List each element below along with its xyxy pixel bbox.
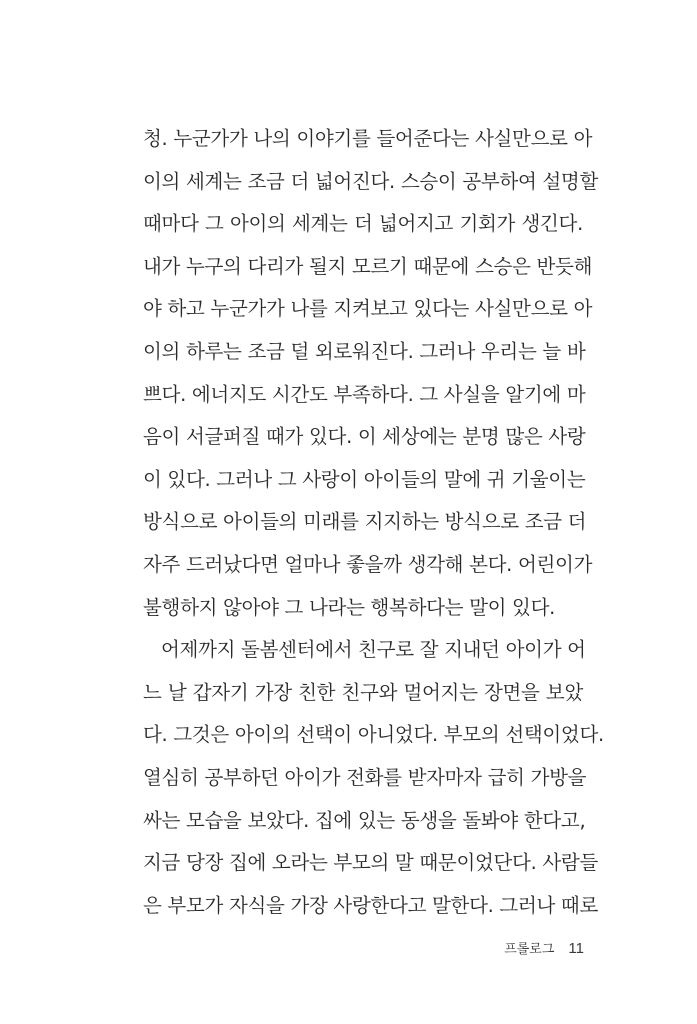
page-footer [504, 938, 584, 957]
text-line: 이의 하루는 조금 덜 외로워진다. 그러나 우리는 늘 바 [143, 339, 586, 363]
text-line: 쁘다. 에너지도 시간도 부족하다. 그 사실을 알기에 마 [143, 382, 586, 406]
text-line: 청. 누군가가 나의 이야기를 들어준다는 사실만으로 아 [143, 127, 593, 150]
running-header-section-title: 프롤로그 [504, 942, 555, 957]
text-line: 은 부모가 자식을 가장 사랑한다고 말한다. 그러나 때로 [143, 893, 599, 917]
text-line: 야 하고 누군가가 나를 지켜보고 있다는 사실만으로 아 [143, 297, 593, 321]
text-line: 싸는 모습을 보았다. 집에 있는 동생을 돌봐야 한다고, [143, 808, 586, 832]
text-line: 불행하지 않아야 그 나라는 행복하다는 말이 있다. [143, 595, 556, 619]
page-number: 11 [568, 940, 584, 957]
text-line: 열심히 공부하던 아이가 전화를 받자마자 급히 가방을 [143, 765, 587, 789]
text-line: 방식으로 아이들의 미래를 지지하는 방식으로 조금 더 [143, 510, 587, 534]
text-line: 음이 서글퍼질 때가 있다. 이 세상에는 분명 많은 사랑 [143, 425, 586, 449]
text-line: 지금 당장 집에 오라는 부모의 말 때문이었단다. 사람들 [143, 851, 599, 875]
text-line: 내가 누구의 다리가 될지 모르기 때문에 스승은 반듯해 [143, 254, 593, 278]
text-line: 자주 드러났다면 얼마나 좋을까 생각해 본다. 어린이가 [143, 552, 593, 576]
text-line: 느 날 갑자기 가장 친한 친구와 멀어지는 장면을 보았 [143, 680, 583, 704]
text-line: 이 있다. 그러나 그 사랑이 아이들의 말에 귀 기울이는 [143, 467, 586, 491]
text-line: 다. 그것은 아이의 선택이 아니었다. 부모의 선택이었다. [143, 723, 604, 747]
text-line: 때마다 그 아이의 세계는 더 넓어지고 기회가 생긴다. [143, 212, 583, 236]
text-line-indented: 어제까지 돌봄센터에서 친구로 잘 지내던 아이가 어 [161, 638, 586, 662]
body-text [143, 118, 604, 927]
text-line: 이의 세계는 조금 더 넓어진다. 스승이 공부하여 설명할 [143, 169, 599, 193]
